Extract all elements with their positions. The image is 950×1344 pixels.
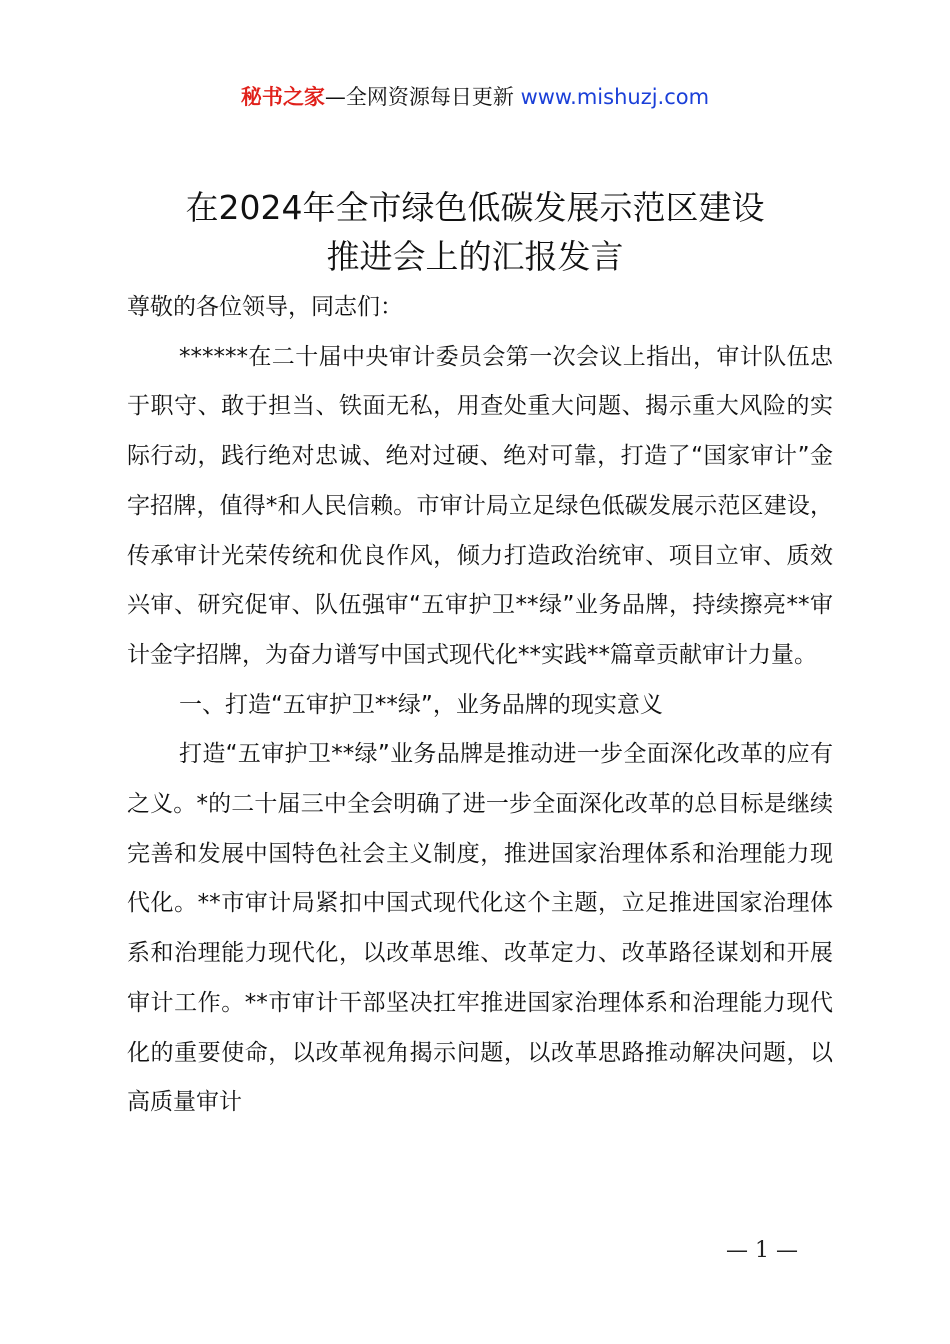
page-number: — 1 —: [726, 1238, 798, 1263]
banner-tagline: —全网资源每日更新: [324, 85, 514, 109]
document-title-line-2: 推进会上的汇报发言: [326, 237, 624, 276]
site-url[interactable]: www.mishuzj.com: [520, 85, 710, 109]
section-heading-1: 一、打造“五审护卫**绿”，业务品牌的现实意义: [179, 691, 663, 718]
salutation: 尊敬的各位领导，同志们：: [127, 294, 403, 320]
brand-name: 秘书之家: [240, 85, 325, 109]
paragraph-intro: ******在二十届中央审计委员会第一次会议上指出，审计队伍忠于职守、敢于担当、铁面无私，用查处重大问题、揭示重大风险的实际行动，践行绝对忠诚、绝对过硬、绝对可靠，打造了“国家审计”金字招牌，值得*和人民信赖。市审计局立足绿色低碳发展示范区建设，传承审计光荣传统和优良作风，倾力打造政治统审、项目立审、质效兴审、研究促审、队伍强审“五审护卫**绿”业务品牌，持续擦亮**审计金字招牌，为奋力谱写中国式现代化**实践**篇章贡献审计力量。: [127, 343, 833, 668]
document-body: [127, 283, 833, 1128]
document-title-line-1: 在2024年全市绿色低碳发展示范区建设: [185, 188, 765, 227]
paragraph-section-1: 打造“五审护卫**绿”业务品牌是推动进一步全面深化改革的应有之义。*的二十届三中全会明确了进一步全面深化改革的总目标是继续完善和发展中国特色社会主义制度，推进国家治理体系和治理能力现代化。**市审计局紧扣中国式现代化这个主题，立足推进国家治理体系和治理能力现代化，以改革思维、改革定力、改革路径谋划和开展审计工作。**市审计干部坚决扛牢推进国家治理体系和治理能力现代化的重要使命，以改革视角揭示问题，以改革思路推动解决问题，以高质量审计: [127, 741, 833, 1116]
site-banner: [0, 80, 950, 114]
